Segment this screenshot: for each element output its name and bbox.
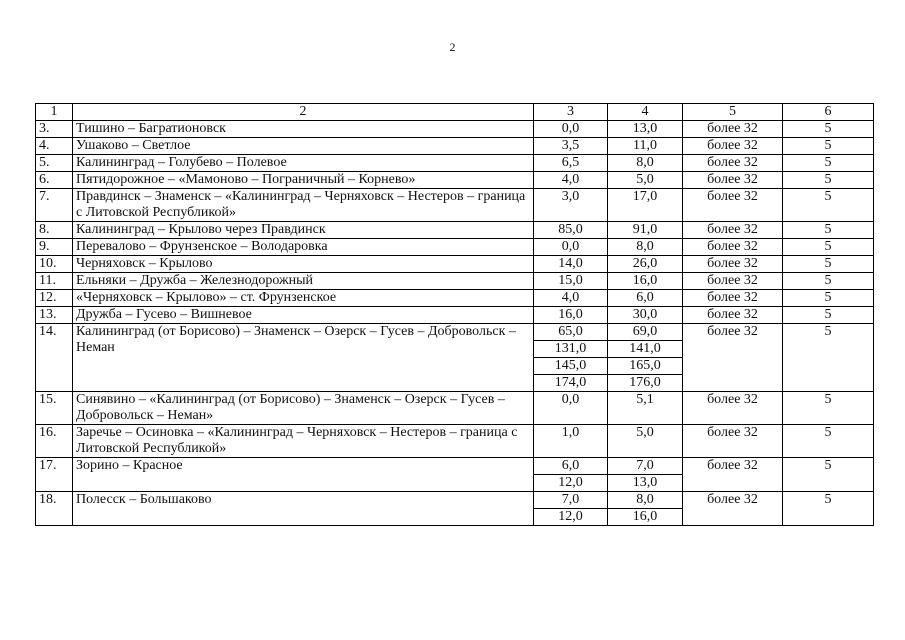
route-name: Тишино – Багратионовск [73, 121, 534, 138]
km-end: 13,0 [608, 121, 683, 138]
route-name: Дружба – Гусево – Вишневое [73, 307, 534, 324]
km-start: 4,0 [534, 172, 608, 189]
route-name: Перевалово – Фрунзенское – Володаровка [73, 239, 534, 256]
km-end: 8,0 [608, 155, 683, 172]
table-row [36, 307, 874, 324]
route-name: Заречье – Осиновка – «Калининград – Черняховск – Нестеров – граница с Литовской Республикой» [73, 425, 534, 458]
category-value: 5 [783, 222, 874, 239]
class-value: более 32 [683, 155, 783, 172]
km-end: 16,0 [608, 273, 683, 290]
route-name: Правдинск – Знаменск – «Калининград – Черняховск – Нестеров – граница с Литовской Республикой» [73, 189, 534, 222]
row-number: 13. [36, 307, 73, 324]
km-end: 7,0 [608, 458, 683, 475]
table-row [36, 458, 874, 475]
table-row [36, 155, 874, 172]
km-end: 176,0 [608, 375, 683, 392]
km-start: 65,0 [534, 324, 608, 341]
row-number: 11. [36, 273, 73, 290]
km-start: 6,0 [534, 458, 608, 475]
km-end: 13,0 [608, 475, 683, 492]
header-cell: 1 [36, 104, 73, 121]
km-start: 14,0 [534, 256, 608, 273]
route-name: Калининград – Голубево – Полевое [73, 155, 534, 172]
km-start: 12,0 [534, 509, 608, 526]
km-end: 11,0 [608, 138, 683, 155]
category-value: 5 [783, 425, 874, 458]
route-name: «Черняховск – Крылово» – ст. Фрунзенское [73, 290, 534, 307]
header-cell: 3 [534, 104, 608, 121]
route-name: Ушаково – Светлое [73, 138, 534, 155]
route-name: Калининград – Крылово через Правдинск [73, 222, 534, 239]
header-cell: 6 [783, 104, 874, 121]
class-value: более 32 [683, 307, 783, 324]
class-value: более 32 [683, 324, 783, 392]
route-name: Калининград (от Борисово) – Знаменск – Озерск – Гусев – Добровольск – Неман [73, 324, 534, 392]
km-start: 0,0 [534, 121, 608, 138]
km-start: 6,5 [534, 155, 608, 172]
km-end: 16,0 [608, 509, 683, 526]
row-number: 9. [36, 239, 73, 256]
route-name: Ельняки – Дружба – Железнодорожный [73, 273, 534, 290]
km-end: 8,0 [608, 239, 683, 256]
km-end: 141,0 [608, 341, 683, 358]
row-number: 10. [36, 256, 73, 273]
table-row [36, 172, 874, 189]
row-number: 12. [36, 290, 73, 307]
class-value: более 32 [683, 458, 783, 492]
category-value: 5 [783, 189, 874, 222]
row-number: 6. [36, 172, 73, 189]
row-number: 3. [36, 121, 73, 138]
row-number: 5. [36, 155, 73, 172]
km-start: 16,0 [534, 307, 608, 324]
category-value: 5 [783, 492, 874, 526]
class-value: более 32 [683, 172, 783, 189]
km-end: 165,0 [608, 358, 683, 375]
table-row [36, 290, 874, 307]
km-start: 3,0 [534, 189, 608, 222]
class-value: более 32 [683, 121, 783, 138]
row-number: 18. [36, 492, 73, 526]
km-start: 0,0 [534, 392, 608, 425]
page-number: 2 [449, 40, 456, 54]
table-row [36, 273, 874, 290]
km-start: 3,5 [534, 138, 608, 155]
category-value: 5 [783, 307, 874, 324]
route-name: Полесск – Большаково [73, 492, 534, 526]
header-cell: 4 [608, 104, 683, 121]
table-row [36, 138, 874, 155]
row-number: 14. [36, 324, 73, 392]
km-end: 26,0 [608, 256, 683, 273]
class-value: более 32 [683, 222, 783, 239]
route-name: Черняховск – Крылово [73, 256, 534, 273]
km-start: 12,0 [534, 475, 608, 492]
category-value: 5 [783, 155, 874, 172]
category-value: 5 [783, 290, 874, 307]
category-value: 5 [783, 324, 874, 392]
class-value: более 32 [683, 425, 783, 458]
category-value: 5 [783, 121, 874, 138]
class-value: более 32 [683, 138, 783, 155]
row-number: 15. [36, 392, 73, 425]
class-value: более 32 [683, 392, 783, 425]
km-end: 5,1 [608, 392, 683, 425]
km-end: 6,0 [608, 290, 683, 307]
table-row [36, 189, 874, 222]
row-number: 8. [36, 222, 73, 239]
category-value: 5 [783, 239, 874, 256]
row-number: 7. [36, 189, 73, 222]
table-row [36, 392, 874, 425]
table-row [36, 256, 874, 273]
class-value: более 32 [683, 189, 783, 222]
class-value: более 32 [683, 239, 783, 256]
category-value: 5 [783, 138, 874, 155]
header-cell: 2 [73, 104, 534, 121]
road-table [35, 103, 874, 526]
category-value: 5 [783, 256, 874, 273]
row-number: 4. [36, 138, 73, 155]
table-body [36, 104, 874, 526]
km-end: 30,0 [608, 307, 683, 324]
table-row [36, 425, 874, 458]
table-row [36, 239, 874, 256]
table-row [36, 121, 874, 138]
row-number: 17. [36, 458, 73, 492]
km-end: 5,0 [608, 425, 683, 458]
category-value: 5 [783, 273, 874, 290]
km-start: 131,0 [534, 341, 608, 358]
km-end: 91,0 [608, 222, 683, 239]
km-start: 0,0 [534, 239, 608, 256]
route-name: Синявино – «Калининград (от Борисово) – Знаменск – Озерск – Гусев – Добровольск – Неман» [73, 392, 534, 425]
km-end: 8,0 [608, 492, 683, 509]
table-row [36, 222, 874, 239]
row-number: 16. [36, 425, 73, 458]
km-start: 174,0 [534, 375, 608, 392]
category-value: 5 [783, 458, 874, 492]
km-end: 17,0 [608, 189, 683, 222]
route-name: Пятидорожное – «Мамоново – Пограничный – Корнево» [73, 172, 534, 189]
route-name: Зорино – Красное [73, 458, 534, 492]
table-row [36, 324, 874, 341]
header-cell: 5 [683, 104, 783, 121]
km-start: 85,0 [534, 222, 608, 239]
km-end: 69,0 [608, 324, 683, 341]
km-start: 7,0 [534, 492, 608, 509]
category-value: 5 [783, 172, 874, 189]
category-value: 5 [783, 392, 874, 425]
class-value: более 32 [683, 492, 783, 526]
class-value: более 32 [683, 256, 783, 273]
class-value: более 32 [683, 290, 783, 307]
table-row [36, 492, 874, 509]
class-value: более 32 [683, 273, 783, 290]
km-start: 1,0 [534, 425, 608, 458]
km-start: 4,0 [534, 290, 608, 307]
km-start: 15,0 [534, 273, 608, 290]
header-row [36, 104, 874, 121]
km-end: 5,0 [608, 172, 683, 189]
km-start: 145,0 [534, 358, 608, 375]
